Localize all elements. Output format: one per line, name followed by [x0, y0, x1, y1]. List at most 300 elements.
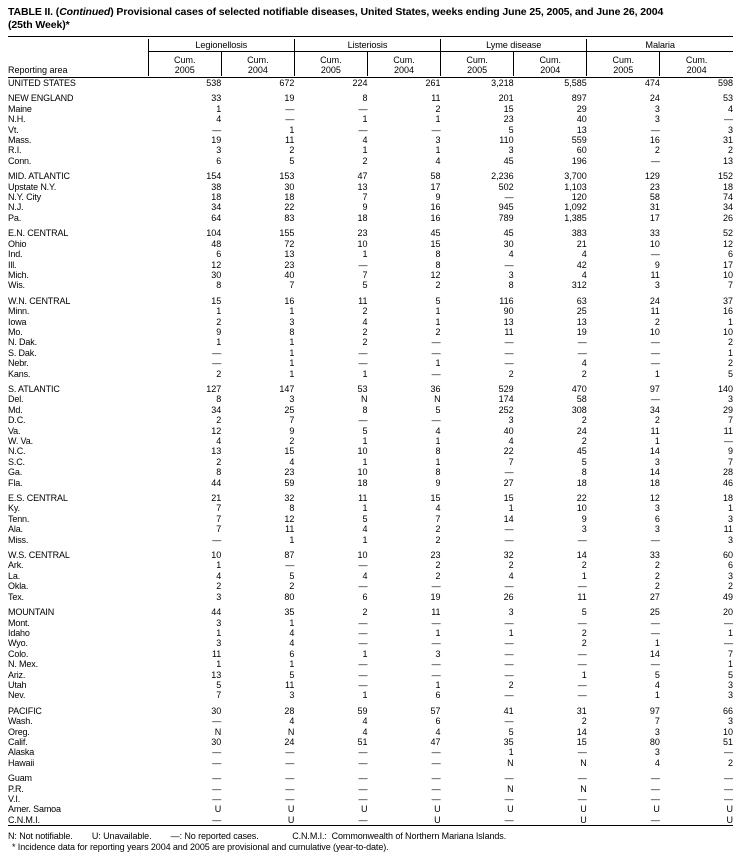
- table-row[interactable]: [8, 426, 733, 436]
- row-value: 8: [362, 404, 368, 415]
- disease-header-listeriosis: Listeriosis: [294, 39, 440, 52]
- row-value: 1: [362, 368, 368, 379]
- row-value: 6: [289, 648, 295, 659]
- disease-header-lyme-disease: Lyme disease: [441, 39, 587, 52]
- table-row[interactable]: [8, 493, 733, 503]
- row-value: —: [650, 155, 660, 166]
- row-value: 9: [435, 477, 441, 488]
- row-value: 252: [498, 404, 514, 415]
- row-area-label: Mass.: [8, 135, 32, 146]
- row-value: 7: [727, 456, 733, 467]
- table-row[interactable]: [8, 747, 733, 757]
- table-row[interactable]: [8, 773, 733, 783]
- row-value: 1: [654, 436, 660, 446]
- row-value: 10: [722, 326, 733, 337]
- row-value: —: [358, 560, 368, 571]
- row-value: U: [360, 804, 368, 815]
- table-row[interactable]: [8, 815, 733, 826]
- cum-year: 2004: [394, 65, 415, 76]
- row-area-label: NEW ENGLAND: [8, 93, 74, 104]
- row-value: 4: [362, 135, 368, 146]
- row-value: 3: [435, 648, 441, 659]
- row-value: 35: [503, 736, 514, 747]
- table-row[interactable]: [8, 727, 733, 737]
- row-value: 15: [430, 238, 441, 249]
- table-row[interactable]: [8, 628, 733, 638]
- table-row[interactable]: [8, 659, 733, 669]
- table-row[interactable]: [8, 436, 733, 446]
- row-area-label: N. Dak.: [8, 337, 37, 348]
- table-row[interactable]: [8, 182, 733, 192]
- row-value: 1: [216, 103, 222, 114]
- row-value: —: [431, 337, 441, 348]
- row-value: —: [431, 368, 441, 379]
- row-value: 53: [357, 383, 368, 394]
- table-row[interactable]: [8, 560, 733, 570]
- row-value: 22: [503, 446, 514, 457]
- row-value: 51: [357, 736, 368, 747]
- row-value: —: [577, 794, 587, 804]
- cum-year: 2004: [247, 65, 268, 76]
- row-value: —: [358, 669, 368, 680]
- table-row[interactable]: [8, 638, 733, 648]
- row-area-label: Del.: [8, 394, 24, 405]
- row-value: 2: [727, 337, 733, 348]
- row-value: 2: [727, 581, 733, 592]
- row-value: —: [212, 124, 222, 135]
- table-row[interactable]: [8, 228, 733, 238]
- row-value: 32: [503, 550, 514, 561]
- row-value: 8: [289, 326, 295, 337]
- row-value: 14: [576, 550, 587, 561]
- row-area-label: Ill.: [8, 259, 17, 270]
- table-row[interactable]: [8, 156, 733, 166]
- row-value: 31: [649, 202, 660, 213]
- table-row[interactable]: [8, 581, 733, 591]
- row-value: 3: [508, 269, 514, 280]
- table-row[interactable]: [8, 358, 733, 368]
- table-row[interactable]: [8, 280, 733, 290]
- row-value: U: [287, 814, 295, 825]
- row-area-label: Maine: [8, 103, 32, 114]
- row-value: 14: [649, 648, 660, 659]
- row-value: 2: [362, 607, 368, 618]
- row-value: N: [434, 394, 441, 405]
- row-value: N: [580, 757, 587, 768]
- row-value: 2: [581, 436, 587, 446]
- row-value: 2: [216, 415, 222, 426]
- row-value: 27: [503, 477, 514, 488]
- row-value: 598: [717, 78, 733, 88]
- table-row[interactable]: [8, 680, 733, 690]
- row-area-label: W.S. CENTRAL: [8, 550, 70, 561]
- table-row[interactable]: [8, 114, 733, 124]
- row-value: 1: [727, 627, 733, 638]
- row-value: 33: [649, 228, 660, 239]
- row-value: 2: [435, 326, 441, 337]
- row-value: —: [724, 617, 733, 628]
- row-area-label: W. Va.: [8, 436, 33, 446]
- row-value: 174: [498, 394, 514, 405]
- table-row[interactable]: [8, 415, 733, 425]
- row-value: 25: [284, 404, 295, 415]
- row-area-label: Oreg.: [8, 726, 30, 737]
- row-value: —: [504, 259, 514, 270]
- table-row[interactable]: [8, 607, 733, 617]
- row-value: —: [358, 747, 368, 758]
- row-value: 559: [571, 135, 587, 146]
- row-value: 3: [508, 415, 514, 426]
- row-area-label: Vt.: [8, 124, 19, 135]
- row-area-label: Colo.: [8, 648, 29, 659]
- row-value: 196: [571, 155, 587, 166]
- row-value: 4: [289, 716, 295, 727]
- table-row[interactable]: [8, 503, 733, 513]
- row-value: —: [724, 747, 733, 758]
- row-value: 3: [654, 503, 660, 514]
- table-row[interactable]: [8, 145, 733, 155]
- row-value: 13: [211, 669, 222, 680]
- row-value: —: [358, 627, 368, 638]
- row-value: 48: [211, 238, 222, 249]
- table-row[interactable]: [8, 296, 733, 306]
- row-area-label: Ariz.: [8, 669, 26, 680]
- table-row[interactable]: [8, 394, 733, 404]
- row-value: 1: [508, 627, 514, 638]
- row-value: 4: [362, 726, 368, 737]
- row-value: 5: [581, 607, 587, 618]
- table-row[interactable]: [8, 327, 733, 337]
- table-row[interactable]: [8, 758, 733, 768]
- table-row[interactable]: [8, 93, 733, 103]
- table-row[interactable]: [8, 369, 733, 379]
- row-value: 90: [503, 306, 514, 317]
- row-value: 36: [430, 383, 441, 394]
- row-value: 1: [289, 337, 295, 348]
- cum-year: 2005: [613, 65, 634, 76]
- row-value: 34: [649, 404, 660, 415]
- row-value: 23: [503, 114, 514, 125]
- row-value: —: [504, 358, 514, 369]
- table-row[interactable]: [8, 716, 733, 726]
- table-row[interactable]: [8, 306, 733, 316]
- cum-header-legionellosis-2004: [221, 52, 294, 76]
- table-row[interactable]: [8, 524, 733, 534]
- row-value: —: [285, 560, 295, 571]
- table-row[interactable]: [8, 478, 733, 488]
- footnotes: [8, 831, 733, 854]
- row-value: 1: [362, 534, 368, 545]
- row-area-label: E.S. CENTRAL: [8, 493, 68, 504]
- row-value: 4: [654, 757, 660, 768]
- row-value: 11: [577, 591, 587, 602]
- table-row[interactable]: [8, 670, 733, 680]
- row-value: 127: [206, 383, 222, 394]
- row-value: —: [650, 347, 660, 358]
- table-row[interactable]: [8, 192, 733, 202]
- row-value: —: [504, 814, 514, 825]
- row-value: 23: [357, 228, 368, 239]
- row-value: 4: [654, 679, 660, 690]
- row-value: 27: [649, 591, 660, 602]
- row-value: —: [358, 259, 368, 270]
- row-value: 2: [654, 570, 660, 581]
- row-value: 59: [357, 705, 368, 716]
- row-value: —: [358, 638, 368, 649]
- row-value: 10: [357, 550, 368, 561]
- row-value: 3: [727, 716, 733, 727]
- row-value: 24: [649, 93, 660, 104]
- cum-label: Cum.: [539, 54, 561, 65]
- row-value: 34: [211, 202, 222, 213]
- table-row[interactable]: [8, 649, 733, 659]
- row-value: 1: [727, 503, 733, 514]
- row-value: —: [212, 814, 222, 825]
- cum-header-legionellosis-2005: [148, 52, 221, 76]
- row-value: 19: [211, 135, 222, 146]
- row-value: 1,385: [564, 212, 587, 223]
- row-value: N: [214, 726, 222, 737]
- row-area-label: La.: [8, 570, 21, 581]
- row-value: 1: [435, 358, 441, 369]
- row-value: —: [431, 638, 441, 649]
- row-area-label: Ohio: [8, 238, 27, 249]
- row-value: —: [577, 337, 587, 348]
- row-value: 80: [284, 591, 295, 602]
- row-value: 945: [498, 202, 514, 213]
- row-value: 1: [508, 747, 514, 758]
- row-value: 3: [654, 726, 660, 737]
- row-value: 3: [654, 456, 660, 467]
- row-value: 4: [508, 249, 514, 260]
- row-value: 2: [581, 560, 587, 571]
- row-value: —: [504, 659, 514, 670]
- row-value: 1: [435, 114, 441, 125]
- row-value: —: [724, 794, 733, 804]
- row-value: 120: [571, 192, 587, 203]
- row-value: —: [358, 347, 368, 358]
- row-value: 28: [284, 705, 295, 716]
- row-value: 28: [722, 467, 733, 478]
- row-value: —: [650, 814, 660, 825]
- row-value: 12: [722, 238, 733, 249]
- table-row[interactable]: [8, 104, 733, 114]
- row-value: 1: [216, 659, 222, 670]
- table-row[interactable]: [8, 794, 733, 804]
- row-value: 4: [289, 456, 295, 467]
- row-value: N: [507, 757, 514, 768]
- table-row[interactable]: [8, 337, 733, 347]
- cum-header-malaria-2004: [660, 52, 733, 76]
- row-area-label: Md.: [8, 404, 23, 415]
- table-row[interactable]: [8, 135, 733, 145]
- table-row[interactable]: [8, 446, 733, 456]
- reporting-area-header: Reporting area: [8, 65, 68, 76]
- row-value: —: [504, 773, 514, 784]
- row-value: —: [431, 794, 441, 804]
- cum-label: Cum.: [685, 54, 708, 65]
- table-row[interactable]: [8, 384, 733, 394]
- title-line2: (25th Week)*: [8, 19, 70, 31]
- row-value: 1: [289, 534, 295, 545]
- table-row[interactable]: [8, 457, 733, 467]
- table-row[interactable]: [8, 260, 733, 270]
- row-value: 1: [435, 316, 441, 327]
- row-value: —: [431, 757, 441, 768]
- row-value: U: [434, 814, 441, 825]
- cum-header-lyme-2004: [514, 52, 587, 76]
- table-row[interactable]: [8, 592, 733, 602]
- row-value: —: [431, 617, 441, 628]
- row-area-label: Alaska: [8, 747, 35, 758]
- table-row[interactable]: [8, 535, 733, 545]
- row-area-label: Iowa: [8, 316, 27, 327]
- row-value: 2: [727, 145, 733, 156]
- table-row[interactable]: [8, 618, 733, 628]
- row-value: 9: [727, 446, 733, 457]
- row-value: 1: [435, 145, 441, 156]
- row-value: 1,103: [564, 181, 587, 192]
- row-area-label: Ala.: [8, 524, 23, 535]
- row-value: 312: [571, 280, 587, 291]
- row-value: —: [358, 581, 368, 592]
- row-value: 13: [576, 316, 587, 327]
- row-value: —: [724, 114, 733, 125]
- row-value: 3: [216, 617, 222, 628]
- table-row[interactable]: [8, 550, 733, 560]
- table-row[interactable]: [8, 737, 733, 747]
- table-row[interactable]: [8, 249, 733, 259]
- table-row[interactable]: [8, 78, 733, 89]
- table-row[interactable]: [8, 202, 733, 212]
- row-value: 5: [508, 124, 514, 135]
- row-value: 20: [722, 607, 733, 618]
- row-value: U: [726, 804, 733, 815]
- row-value: 1: [435, 436, 441, 446]
- row-value: 897: [571, 93, 587, 104]
- table-row[interactable]: [8, 784, 733, 794]
- row-value: 12: [430, 269, 441, 280]
- header-blank-corner: [8, 39, 148, 52]
- row-value: 2: [216, 368, 222, 379]
- cum-label: Cum.: [320, 54, 342, 65]
- row-value: —: [358, 783, 368, 794]
- cum-label: Cum.: [393, 54, 415, 65]
- table-row[interactable]: [8, 270, 733, 280]
- row-value: —: [650, 337, 660, 348]
- row-value: 22: [284, 202, 295, 213]
- row-value: 11: [211, 648, 222, 659]
- row-value: 9: [216, 326, 222, 337]
- row-value: —: [504, 716, 514, 727]
- row-value: 10: [211, 550, 222, 561]
- row-value: 3: [727, 394, 733, 405]
- row-area-label: Minn.: [8, 306, 30, 317]
- row-value: 12: [649, 493, 660, 504]
- row-value: 3: [289, 394, 295, 405]
- row-area-label: S. Dak.: [8, 347, 37, 358]
- row-value: 47: [357, 171, 368, 182]
- row-value: —: [577, 648, 587, 659]
- row-value: 1: [435, 456, 441, 467]
- row-value: 44: [211, 477, 222, 488]
- row-value: —: [504, 467, 514, 478]
- row-area-label: Fla.: [8, 477, 23, 488]
- row-value: —: [577, 617, 587, 628]
- row-value: 23: [430, 550, 441, 561]
- row-value: 1: [289, 306, 295, 317]
- row-area-label: Pa.: [8, 212, 22, 223]
- row-value: —: [650, 659, 660, 670]
- row-value: —: [650, 394, 660, 405]
- row-value: 72: [284, 238, 295, 249]
- row-value: 116: [499, 295, 514, 306]
- row-value: 60: [722, 550, 733, 561]
- row-value: 2: [362, 155, 368, 166]
- row-value: 6: [654, 513, 660, 524]
- row-value: 41: [503, 705, 514, 716]
- row-value: 3: [654, 747, 660, 758]
- row-value: 13: [722, 155, 733, 166]
- row-value: 40: [503, 425, 514, 436]
- row-value: 3: [654, 103, 660, 114]
- table-row[interactable]: [8, 317, 733, 327]
- row-value: 1: [289, 124, 295, 135]
- row-value: 3: [727, 513, 733, 524]
- row-value: 5: [289, 669, 295, 680]
- row-value: 4: [362, 316, 368, 327]
- table-row[interactable]: [8, 405, 733, 415]
- row-value: 1: [289, 358, 295, 369]
- row-value: 1: [654, 690, 660, 701]
- table-row[interactable]: [8, 706, 733, 716]
- row-value: 18: [576, 477, 587, 488]
- row-value: 18: [722, 493, 733, 504]
- row-value: 45: [430, 228, 441, 239]
- cum-year: 2005: [174, 65, 195, 76]
- table-row[interactable]: [8, 467, 733, 477]
- row-value: —: [650, 773, 660, 784]
- row-value: 4: [508, 570, 514, 581]
- notifiable-diseases-table: [8, 36, 733, 828]
- row-value: 58: [649, 192, 660, 203]
- row-value: —: [724, 638, 733, 649]
- row-value: 30: [503, 238, 514, 249]
- table-row[interactable]: [8, 690, 733, 700]
- row-value: 45: [576, 446, 587, 457]
- table-row[interactable]: [8, 348, 733, 358]
- row-value: 129: [644, 171, 660, 182]
- row-value: 80: [649, 736, 660, 747]
- table-row[interactable]: [8, 239, 733, 249]
- row-value: U: [580, 804, 587, 815]
- row-value: 1: [654, 368, 660, 379]
- row-value: 2: [216, 456, 222, 467]
- row-value: 261: [425, 78, 441, 88]
- table-row[interactable]: [8, 571, 733, 581]
- cum-header-listeriosis-2005: [294, 52, 367, 76]
- table-row[interactable]: [8, 804, 733, 814]
- table-row[interactable]: [8, 125, 733, 135]
- table-row[interactable]: [8, 514, 733, 524]
- table-row[interactable]: [8, 171, 733, 181]
- row-value: —: [358, 757, 368, 768]
- row-value: 31: [576, 705, 587, 716]
- row-value: —: [212, 534, 222, 545]
- row-value: 383: [571, 228, 587, 239]
- row-value: 34: [211, 404, 222, 415]
- table-row[interactable]: [8, 213, 733, 223]
